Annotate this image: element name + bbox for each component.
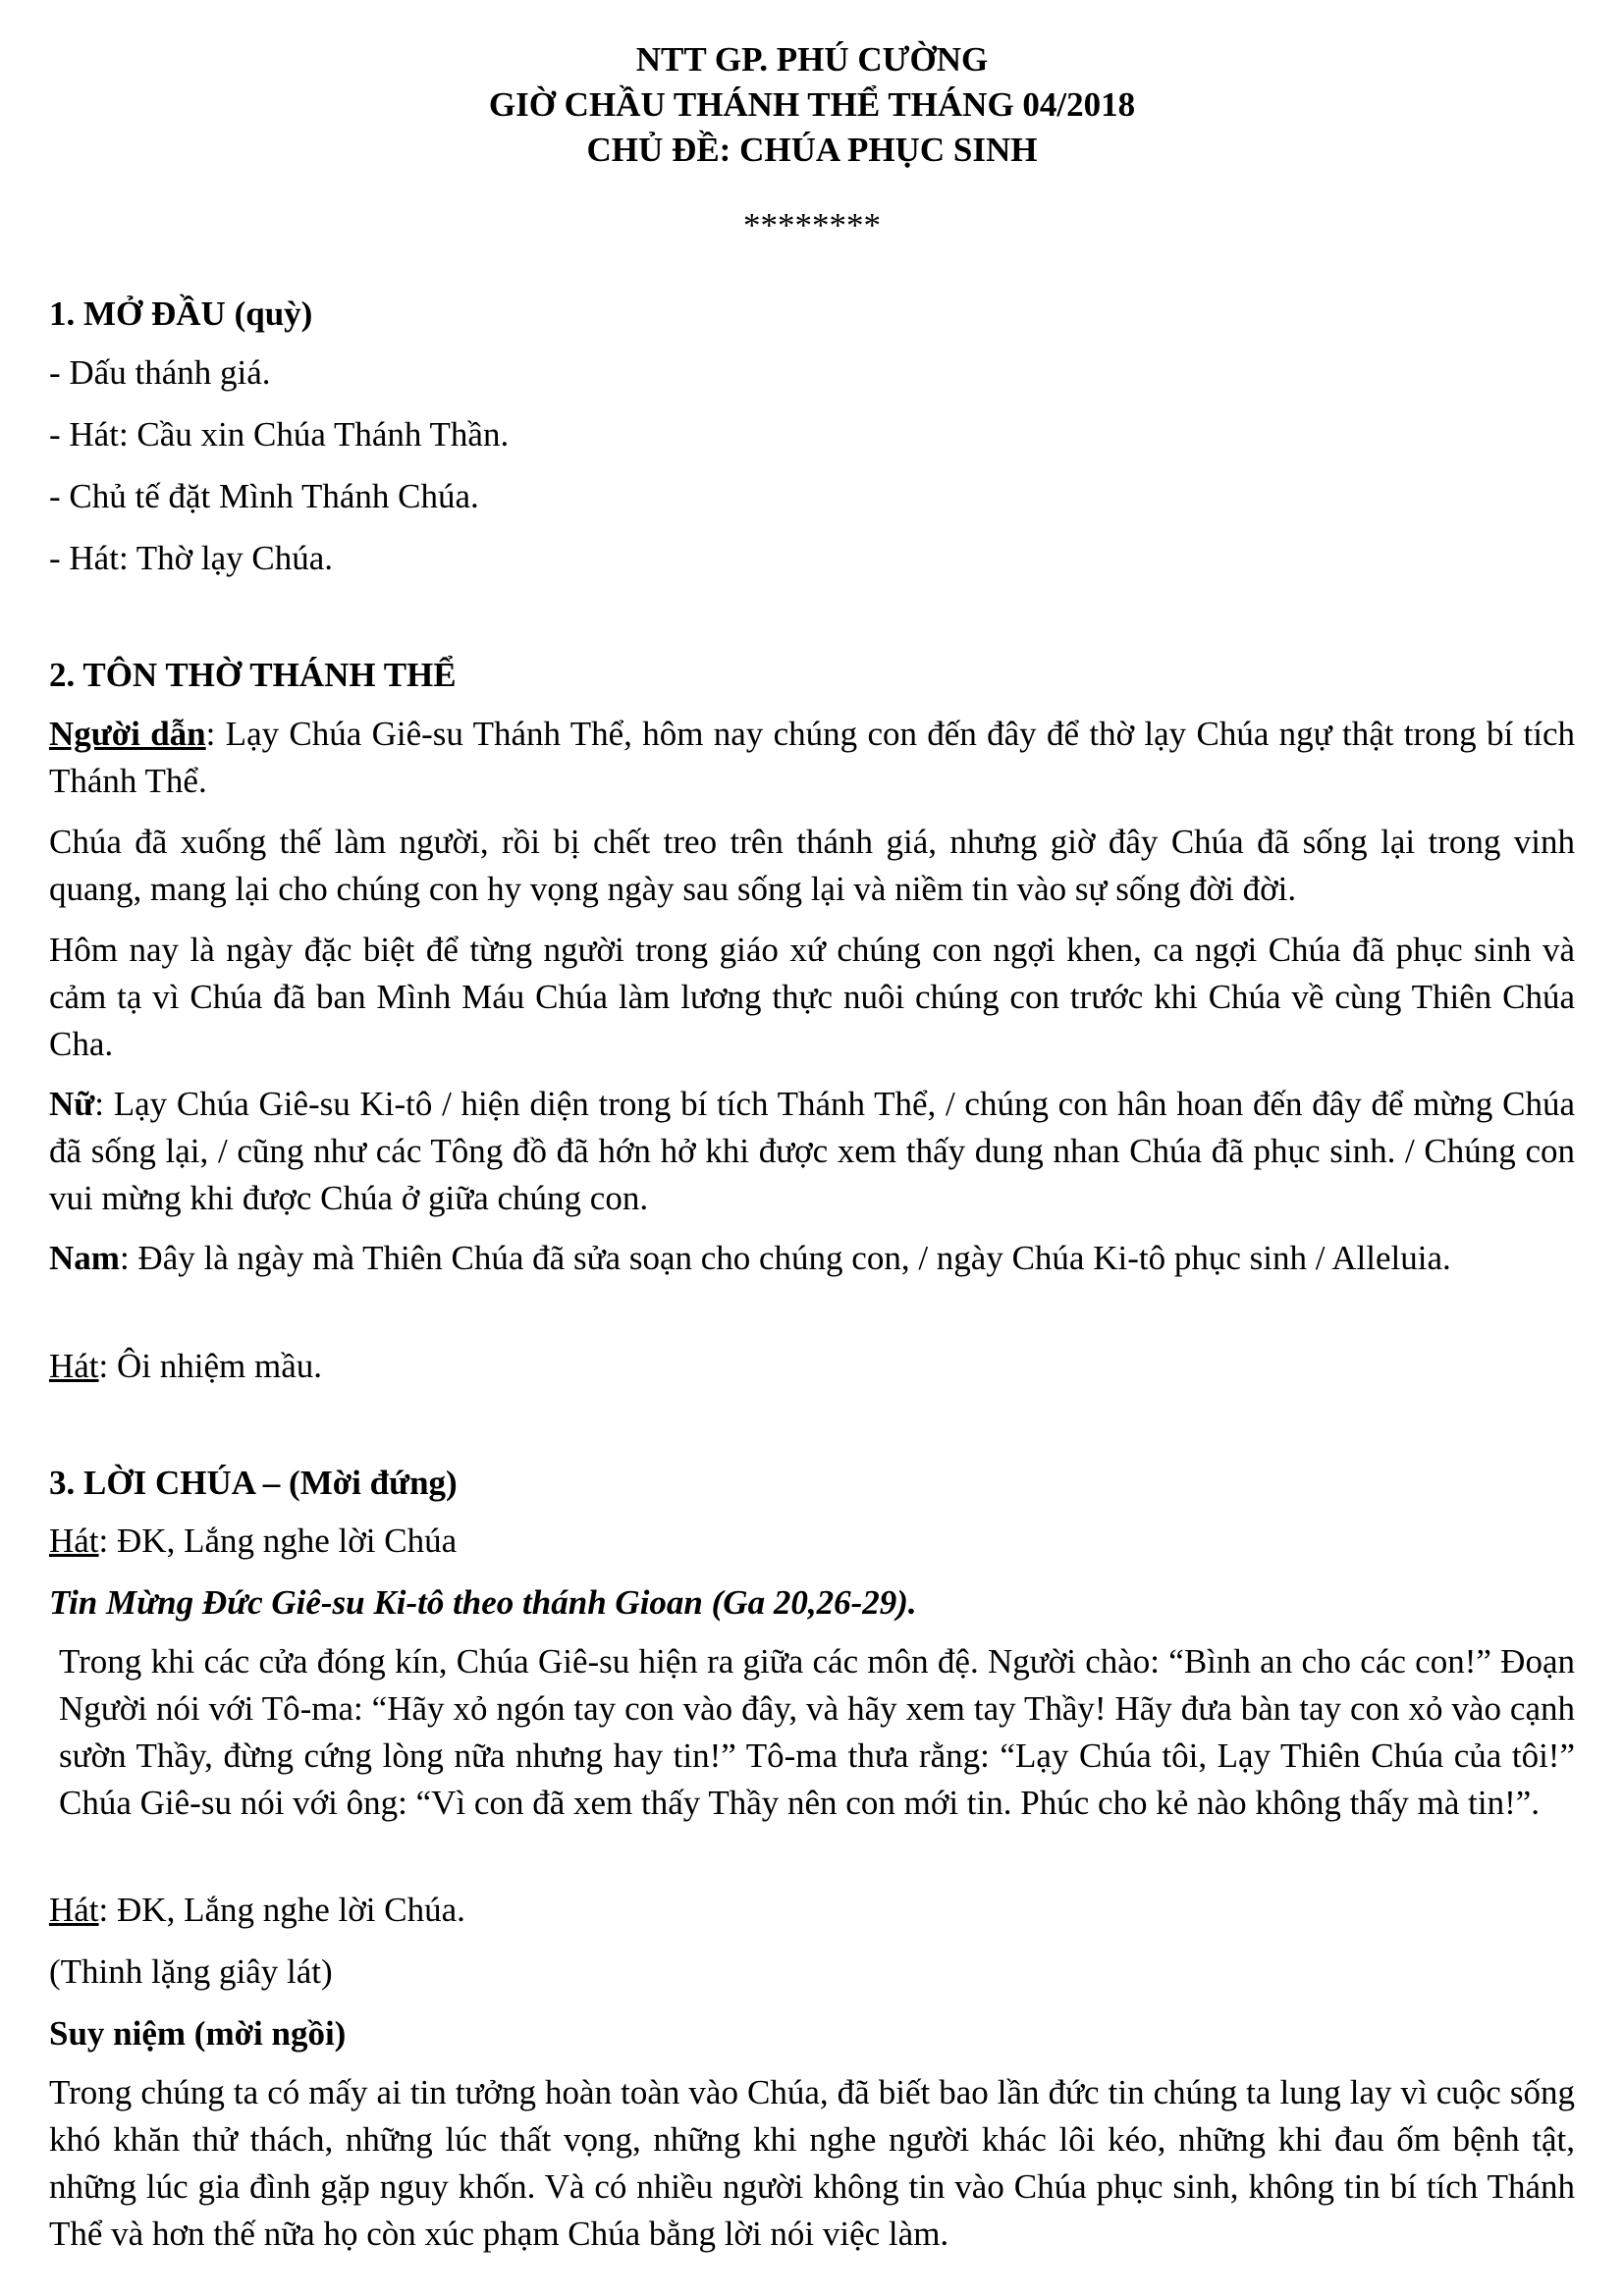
- song-label: Hát: [49, 1891, 99, 1929]
- reflection-text: Trong chúng ta có mấy ai tin tưởng hoàn toàn vào Chúa, đã biết bao lần đức tin chúng ta lung lay vì cuộc sống khó khăn thử thách, những lúc thất vọng, những khi nghe người khác lôi kéo, những khi đau ốm bệnh tật, những lúc gia đình gặp nguy khốn. Và có nhiều người không tin vào Chúa phục sinh, không tin bí tích Thánh Thể và hơn thế nữa họ còn xúc phạm Chúa bằng lời nói việc làm.: [49, 2073, 1575, 2253]
- section-3-title: 3. LỜI CHÚA – (Mời đứng): [49, 1464, 458, 1502]
- song-line: [49, 1518, 457, 1565]
- leader-paragraph: [49, 711, 1575, 805]
- section-1-title: 1. MỞ ĐẦU (quỳ): [49, 294, 313, 333]
- song-line: [49, 1887, 465, 1934]
- leader-label: Người dẫn: [49, 715, 206, 753]
- leader-text: : Lạy Chúa Giê-su Thánh Thể, hôm nay chúng con đến đây để thờ lạy Chúa ngự thật trong bí tích Thánh Thể.: [49, 715, 1575, 800]
- song-label: Hát: [49, 1347, 99, 1385]
- separator-stars: ********: [743, 206, 881, 244]
- paragraph: Hôm nay là ngày đặc biệt để từng người trong giáo xứ chúng con ngợi khen, ca ngợi Chúa đã phục sinh và cảm tạ vì Chúa đã ban Mình Máu Chúa làm lương thực nuôi chúng con trước khi Chúa về cùng Thiên Chúa Cha.: [49, 931, 1575, 1063]
- gospel-text: Trong khi các cửa đóng kín, Chúa Giê-su hiện ra giữa các môn đệ. Người chào: “Bình an cho các con!” Đoạn Người nói với Tô-ma: “Hãy xỏ ngón tay con vào đây, và hãy xem tay Thầy! Hãy đưa bàn tay con xỏ vào cạnh sườn Thầy, đừng cứng lòng nữa nhưng hay tin!” Tô-ma thưa rằng: “Lạy Chúa tôi, Lạy Thiên Chúa của tôi!” Chúa Giê-su nói với ông: “Vì con đã xem thấy Thầy nên con mới tin. Phúc cho kẻ nào không thấy mà tin!”.: [59, 1642, 1575, 1822]
- list-item: - Hát: Cầu xin Chúa Thánh Thần.: [49, 415, 510, 454]
- section-2-title: 2. TÔN THỜ THÁNH THỂ: [49, 656, 457, 694]
- song-text: : ĐK, Lắng nghe lời Chúa.: [98, 1891, 465, 1929]
- list-item: - Chủ tế đặt Mình Thánh Chúa.: [49, 477, 479, 515]
- event-title: GIỜ CHẦU THÁNH THỂ THÁNG 04/2018: [488, 85, 1136, 124]
- reflection-title: Suy niệm (mời ngồi): [49, 2014, 347, 2053]
- song-text: : ĐK, Lắng nghe lời Chúa: [98, 1522, 458, 1560]
- women-text: : Lạy Chúa Giê-su Ki-tô / hiện diện trong bí tích Thánh Thể, / chúng con hân hoan đến đây để mừng Chúa đã sống lại, / cũng như các Tông đồ đã hớn hở khi được xem thấy dung nhan Chúa đã phục sinh. / Chúng con vui mừng khi được Chúa ở giữa chúng con.: [49, 1085, 1575, 1217]
- silence-note: (Thinh lặng giây lát): [49, 1952, 333, 1991]
- men-paragraph: [49, 1235, 1575, 1282]
- parish-title: NTT GP. PHÚ CƯỜNG: [635, 40, 989, 79]
- women-label: Nữ: [49, 1085, 95, 1123]
- theme-title: CHỦ ĐỀ: CHÚA PHỤC SINH: [586, 131, 1038, 169]
- women-paragraph: [49, 1081, 1575, 1222]
- document-header: [0, 37, 1624, 173]
- song-label: Hát: [49, 1522, 99, 1560]
- song-line: [49, 1343, 322, 1390]
- paragraph: Chúa đã xuống thế làm người, rồi bị chết treo trên thánh giá, nhưng giờ đây Chúa đã sống lại trong vinh quang, mang lại cho chúng con hy vọng ngày sau sống lại và niềm tin vào sự sống đời đời.: [49, 823, 1575, 908]
- list-item: - Hát: Thờ lạy Chúa.: [49, 539, 334, 577]
- song-text: : Ôi nhiệm mầu.: [98, 1347, 323, 1385]
- gospel-title: Tin Mừng Đức Giê-su Ki-tô theo thánh Gioan (Ga 20,26-29).: [49, 1583, 917, 1622]
- list-item: - Dấu thánh giá.: [49, 353, 271, 392]
- men-label: Nam: [49, 1239, 120, 1277]
- men-text: : Đây là ngày mà Thiên Chúa đã sửa soạn cho chúng con, / ngày Chúa Ki-tô phục sinh / Alleluia.: [119, 1239, 1451, 1277]
